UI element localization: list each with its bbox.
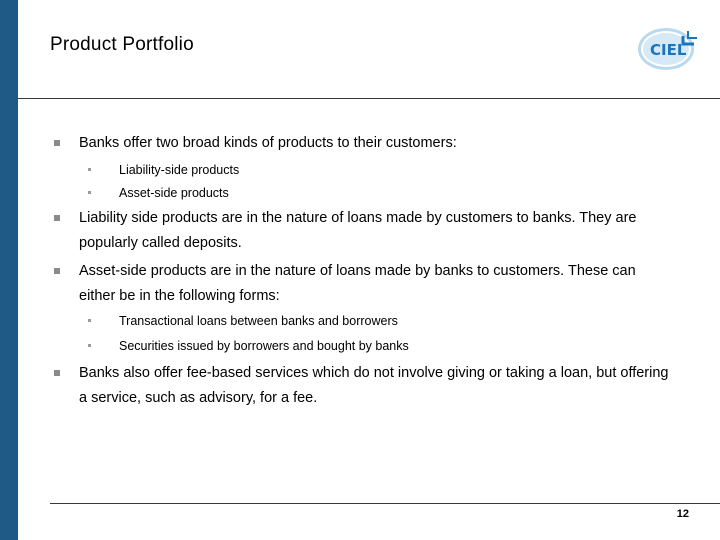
bullet-item [54, 259, 674, 309]
bullet-item [54, 206, 674, 256]
sub-bullet-text: Liability-side products [119, 163, 240, 177]
sub-bullet-text: Securities issued by borrowers and bought by banks [119, 339, 409, 353]
sub-bullet-text: Asset-side products [119, 186, 229, 200]
sub-bullet-item [88, 161, 648, 179]
left-accent-bar [0, 0, 18, 540]
page-number: 12 [676, 508, 689, 520]
sub-bullet-item [88, 312, 648, 330]
bullet-text: Asset-side products are in the nature of loans made by banks to customers. These can either be in the following forms: [79, 263, 636, 304]
sub-bullet-item [88, 184, 648, 202]
square-bullet-icon [54, 140, 60, 146]
small-square-bullet-icon [88, 319, 91, 322]
small-square-bullet-icon [88, 168, 91, 171]
small-square-bullet-icon [88, 191, 91, 194]
square-bullet-icon [54, 370, 60, 376]
small-square-bullet-icon [88, 344, 91, 347]
bullet-text: Liability side products are in the nature of loans made by customers to banks. They are popularly called deposits. [79, 210, 637, 251]
bullet-item [54, 131, 674, 156]
sub-bullet-text: Transactional loans between banks and borrowers [119, 314, 398, 328]
header-divider [18, 98, 720, 99]
slide-title: Product Portfolio [50, 34, 194, 55]
sub-bullet-item [88, 337, 648, 355]
ciel-logo [636, 22, 698, 72]
bullet-text: Banks offer two broad kinds of products to their customers: [79, 135, 457, 151]
bullet-item [54, 361, 674, 411]
square-bullet-icon [54, 215, 60, 221]
square-bullet-icon [54, 268, 60, 274]
footer-divider [50, 503, 720, 504]
logo-wordmark: CIEL [650, 41, 687, 59]
bullet-text: Banks also offer fee-based services which do not involve giving or taking a loan, but offering a service, such as advisory, for a fee. [79, 365, 669, 406]
